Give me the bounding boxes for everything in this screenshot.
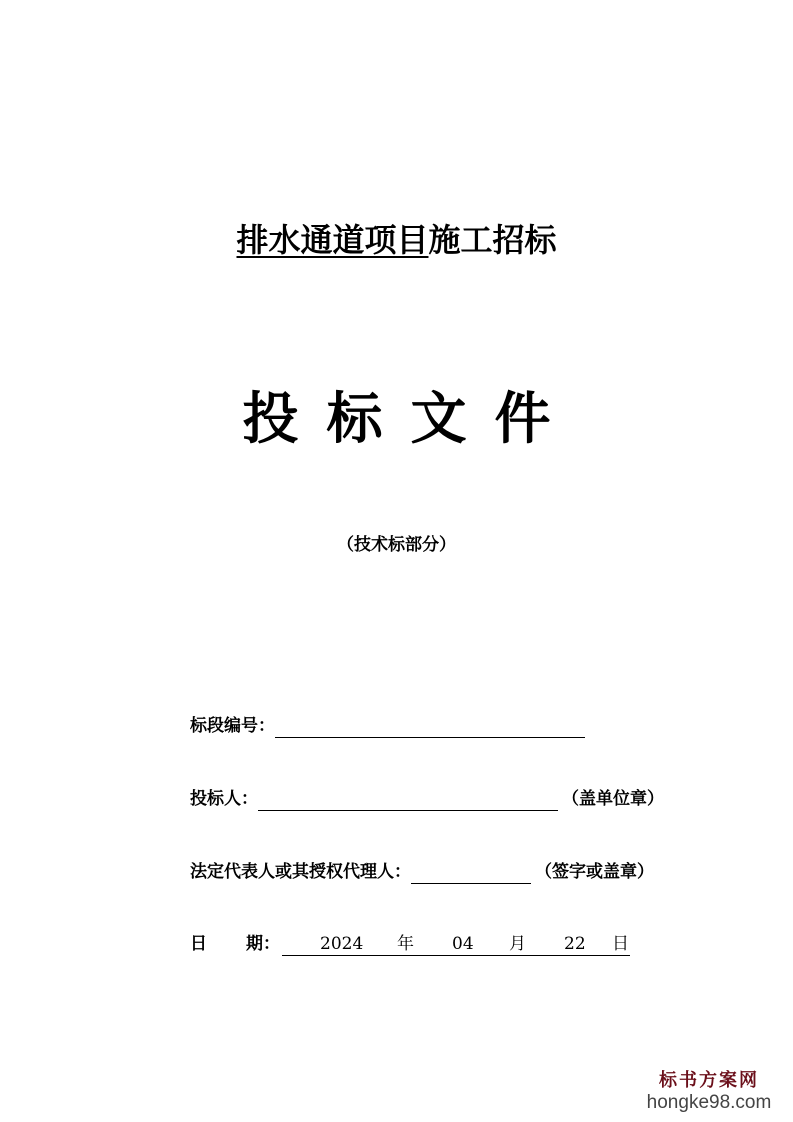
bidder-input-line[interactable]	[258, 788, 558, 811]
legal-rep-label: 法定代表人或其授权代理人：	[190, 862, 411, 882]
date-label-period: 期：	[246, 934, 280, 954]
bidder-field	[190, 787, 664, 811]
legal-rep-suffix: （签字或盖章）	[535, 862, 654, 882]
bidder-suffix: （盖单位章）	[562, 789, 664, 809]
main-title: 投标文件	[242, 386, 579, 452]
legal-rep-field	[190, 860, 654, 884]
date-label-day: 日	[190, 934, 207, 954]
section-no-field	[190, 714, 585, 738]
date-day: 22	[564, 934, 586, 954]
section-no-label: 标段编号：	[190, 716, 275, 736]
date-year: 2024	[320, 934, 364, 954]
legal-rep-input-line[interactable]	[411, 861, 531, 884]
subtitle: （技术标部分）	[337, 535, 456, 555]
date-day-unit: 日	[612, 934, 629, 954]
watermark	[639, 1070, 779, 1114]
date-year-unit: 年	[397, 934, 414, 954]
date-month: 04	[452, 934, 474, 954]
section-no-input-line[interactable]	[275, 715, 585, 738]
project-title-underlined: 排水通道项目	[236, 221, 429, 259]
project-title-rest: 施工招标	[428, 221, 557, 259]
date-input-line[interactable]	[282, 932, 630, 956]
project-title	[0, 218, 793, 262]
bidder-label: 投标人：	[190, 789, 258, 809]
date-month-unit: 月	[509, 934, 526, 954]
watermark-url: hongke98.com	[646, 1092, 772, 1113]
watermark-cn: 标书方案网	[659, 1070, 759, 1091]
